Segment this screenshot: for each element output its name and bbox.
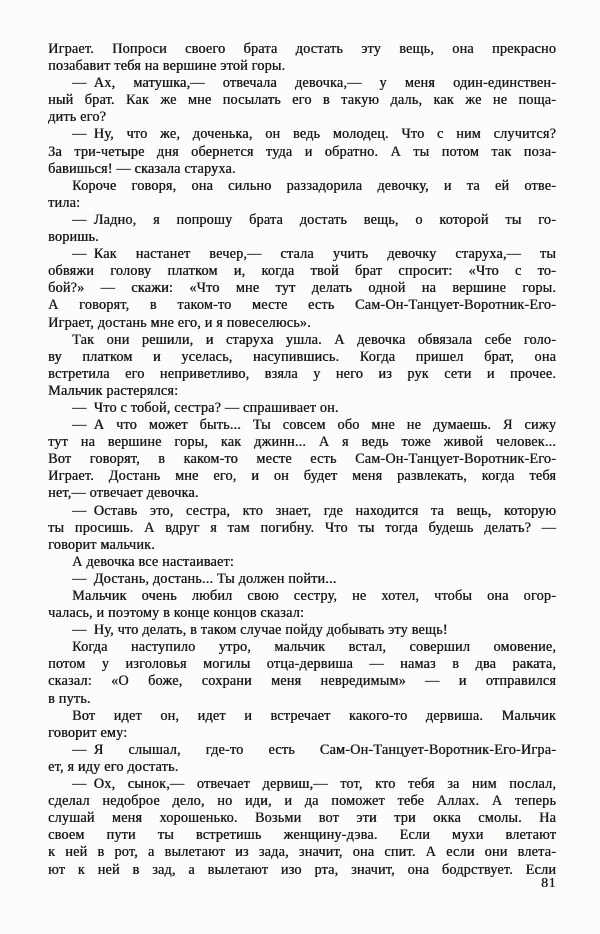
- text-line: — Как настанет вечер,— стала учить девочку старуха,— ты: [72, 246, 556, 263]
- text-line: сказал: «О боже, сохрани меня невредимым» — и отправился: [48, 673, 556, 690]
- text-line: Играет, достань мне его, и я повеселюсь».: [48, 314, 311, 331]
- text-line: Короче говоря, она сильно раззадорила девочку, и та ей отве-: [72, 177, 556, 194]
- text-line: слушай меня хорошенько. Возьми вот эти три окка смолы. На: [48, 810, 556, 827]
- text-line: — Что с тобой, сестра? — спрашивает он.: [72, 399, 339, 416]
- text-line: — Ладно, я попрошу брата достать вещь, о которой ты го-: [72, 211, 556, 228]
- text-line: говорит ему:: [48, 724, 128, 741]
- text-line: Вот идет он, идет и встречает какого-то дервиша. Мальчик: [72, 707, 556, 724]
- text-line: — Оставь это, сестра, кто знает, где находится та вещь, которую: [72, 502, 556, 519]
- text-line: Вот говорят, в каком-то месте есть Сам-Он-Танцует-Воротник-Его-: [48, 451, 556, 468]
- text-line: к ней в рот, а вылетают из зада, значит, она спит. А если они влета-: [48, 844, 556, 861]
- text-line: Когда наступило утро, мальчик встал, совершил омовение,: [72, 639, 556, 656]
- text-line: говорит мальчик.: [48, 536, 155, 553]
- text-line: За три-четыре дня обернется туда и обратно. А ты потом так поза-: [48, 143, 556, 160]
- text-line: — Я слышал, где-то есть Сам-Он-Танцует-Воротник-Его-Игра-: [72, 741, 556, 758]
- page-number: 81: [541, 876, 556, 891]
- text-line: ву платком и уселась, насупившись. Когда пришел брат, она: [48, 348, 556, 365]
- text-line: А говорят, в таком-то месте есть Сам-Он-Танцует-Воротник-Его-: [48, 297, 556, 314]
- text-line: Мальчик очень любил свою сестру, не хотел, чтобы она огор-: [72, 588, 556, 604]
- text-line: Играет. Попроси своего брата достать эту вещь, она прекрасно: [48, 41, 556, 57]
- text-line: ты просишь. А вдруг я там погибну. Что ты тогда будешь делать? —: [48, 519, 556, 536]
- text-line: в путь.: [48, 690, 91, 707]
- text-line: ют к ней в зад, а вылетают изо рта, значит, она бодрствует. Если: [48, 861, 556, 878]
- text-line: бавишься! — сказала старуха.: [48, 160, 236, 177]
- text-line: сделал недоброе дело, но иди, и да поможет тебе Аллах. А теперь: [48, 793, 556, 810]
- text-line: бой?» — скажи: «Что мне тут делать одной на вершине горы.: [48, 280, 556, 297]
- text-line: ный брат. Как же мне посылать его в такую даль, как же не поща-: [48, 92, 556, 109]
- text-line: Играет. Достань мне его, и он будет меня развлекать, когда тебя: [48, 468, 556, 485]
- text-line: — Ну, что делать, в таком случае пойду добывать эту вещь!: [72, 622, 448, 639]
- text-line: потом у изголовья могилы отца-дервиша — намаз в два раката,: [48, 656, 556, 673]
- text-line: нет,— отвечает девочка.: [48, 485, 199, 502]
- text-line: тила:: [48, 194, 81, 211]
- text-line: дить его?: [48, 109, 106, 126]
- text-line: тут на вершине горы, как джинн... А я ведь тоже живой человек...: [48, 434, 556, 451]
- text-line: встретила его неприветливо, взяла у него из рук сети и прочее.: [48, 365, 556, 382]
- text-line: позабавит тебя на вершине этой горы.: [48, 58, 286, 75]
- text-line: — Ах, матушка,— отвечала девочка,— у меня один-единствен-: [72, 75, 556, 92]
- text-line: — Ох, сынок,— отвечает дервиш,— тот, кто тебя за ним послал,: [72, 776, 556, 793]
- text-line: — Ну, что же, доченька, он ведь молодец. Что с ним случится?: [72, 126, 556, 143]
- text-line: — А что может быть... Ты совсем обо мне не думаешь. Я сижу: [72, 417, 556, 434]
- text-line: чалась, и поэтому в конце концов сказал:: [48, 605, 304, 622]
- text-line: Так они решили, и старуха ушла. А девочка обвязала себе голо-: [72, 331, 556, 348]
- text-line: ет, я иду его достать.: [48, 758, 179, 775]
- text-line: Мальчик растерялся:: [48, 382, 179, 399]
- text-line: воришь.: [48, 229, 99, 246]
- text-line: своем пути ты встретишь женщину-дэва. Если мухи влетают: [48, 827, 556, 844]
- body-text: [48, 41, 556, 879]
- text-line: А девочка все настаивает:: [72, 553, 234, 570]
- text-line: обвяжи голову платком и, когда твой брат спросит: «Что с то-: [48, 263, 556, 280]
- text-line: — Достань, достань... Ты должен пойти...: [72, 570, 337, 587]
